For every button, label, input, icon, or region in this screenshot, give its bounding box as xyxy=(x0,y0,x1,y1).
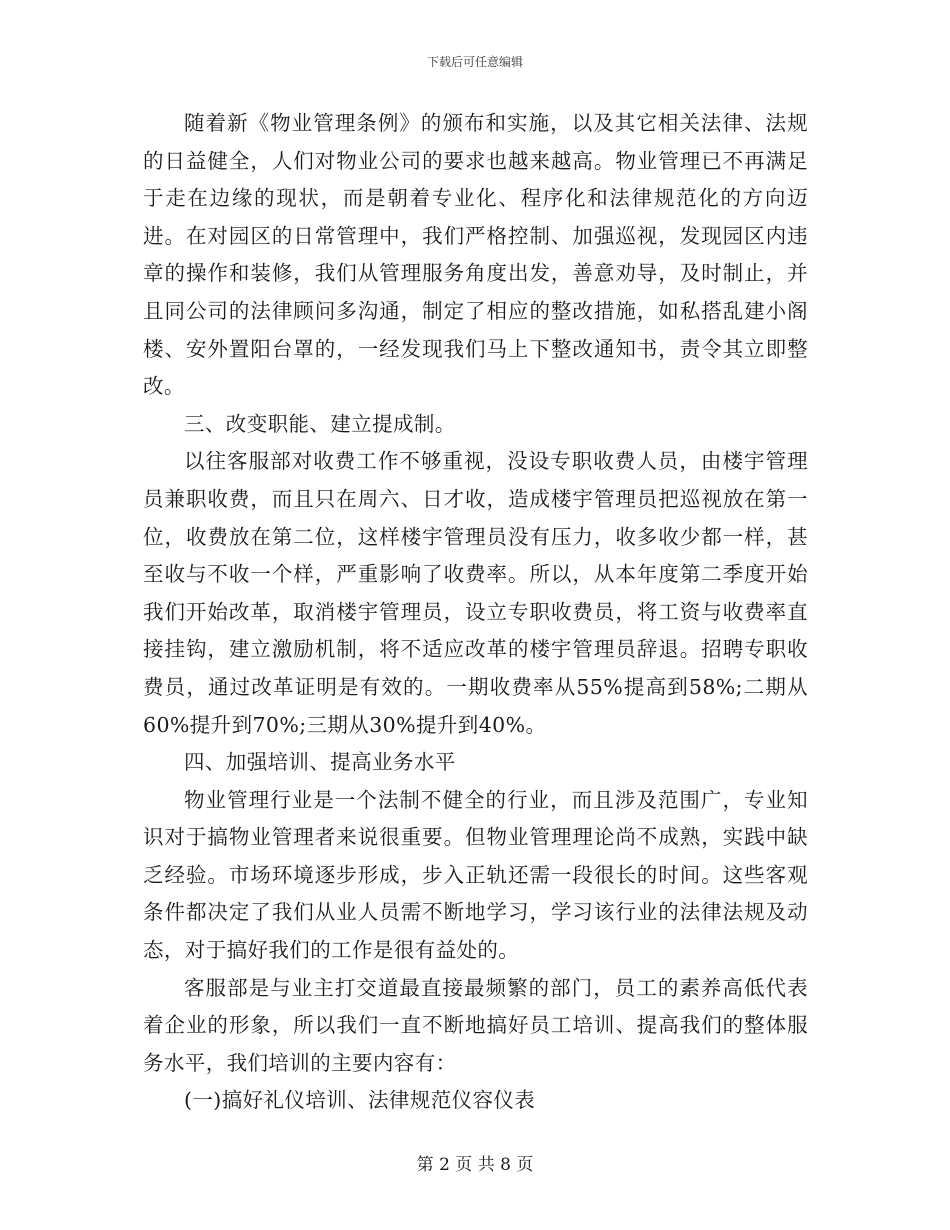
paragraph-customer-service-training: 客服部是与业主打交道最直接最频繁的部门，员工的素养高低代表着企业的形象，所以我们一直不断地搞好员工培训、提高我们的整体服务水平，我们培训的主要内容有： xyxy=(143,975,808,1075)
paragraph-regulation-context: 随着新《物业管理条例》的颁布和实施，以及其它相关法律、法规的日益健全，人们对物业公司的要求也越来越高。物业管理已不再满足于走在边缘的现状，而是朝着专业化、程序化和法律规范化的方向迈进。在对园区的日常管理中，我们严格控制、加强巡视，发现园区内违章的操作和装修，我们从管理服务角度出发，善意劝导，及时制止，并且同公司的法律顾问多沟通，制定了相应的整改措施，如私搭乱建小阁楼、安外置阳台罩的，一经发现我们马上下整改通知书，责令其立即整改。 xyxy=(143,111,808,399)
page-header-note: 下载后可任意编辑 xyxy=(426,55,523,69)
paragraph-fee-collection-reform: 以往客服部对收费工作不够重视，没设专职收费人员，由楼宇管理员兼职收费，而且只在周六、日才收，造成楼宇管理员把巡视放在第一位，收费放在第二位，这样楼宇管理员没有压力，收多收少都一样，甚至收与不收一个样，严重影响了收费率。所以，从本年度第二季度开始我们开始改革，取消楼宇管理员，设立专职收费员，将工资与收费率直接挂钩，建立激励机制，将不适应改革的楼宇管理员辞退。招聘专职收费员，通过改革证明是有效的。一期收费率从55%提高到58%;二期从60%提升到70%;三期从30%提升到40%。 xyxy=(143,449,808,737)
subsection-heading-1: (一)搞好礼仪培训、法律规范仪容仪表 xyxy=(184,1088,536,1113)
document-body xyxy=(143,105,808,1120)
section-heading-3: 三、改变职能、建立提成制。 xyxy=(184,411,456,436)
section-heading-4: 四、加强培训、提高业务水平 xyxy=(184,750,456,775)
paragraph-industry-learning: 物业管理行业是一个法制不健全的行业，而且涉及范围广，专业知识对于搞物业管理者来说很重要。但物业管理理论尚不成熟，实践中缺乏经验。市场环境逐步形成，步入正轨还需一段很长的时间。这些客观条件都决定了我们从业人员需不断地学习，学习该行业的法律法规及动态，对于搞好我们的工作是很有益处的。 xyxy=(143,787,808,963)
page-number: 第 2 页 共 8 页 xyxy=(416,1155,534,1175)
